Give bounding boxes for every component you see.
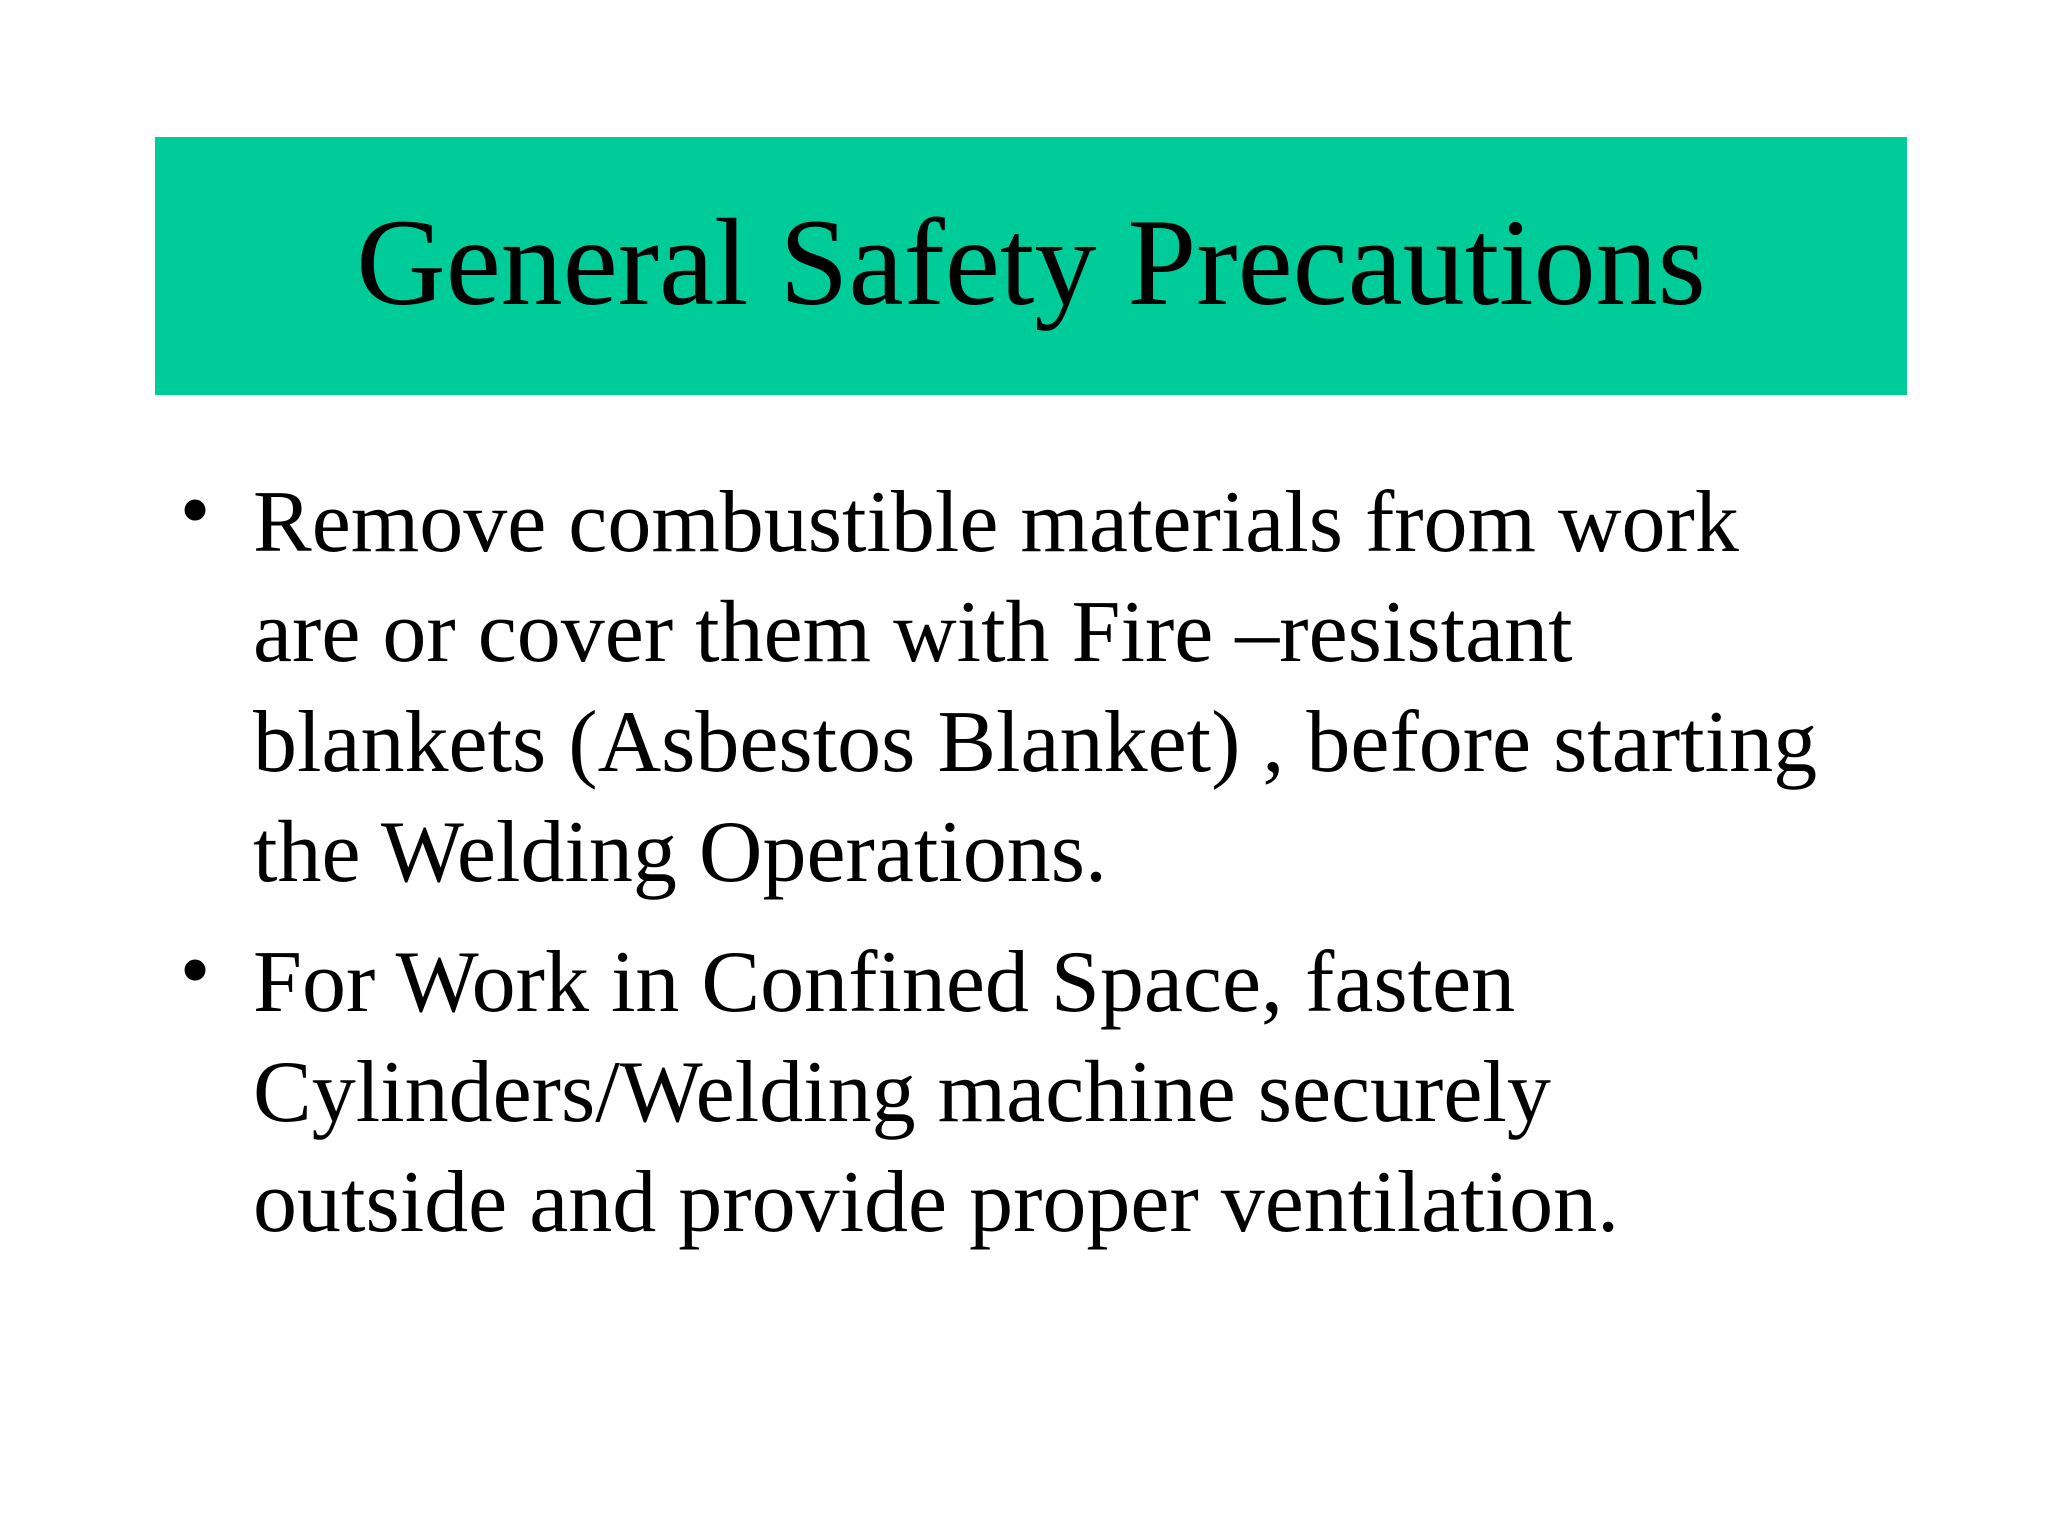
bullet-text-line: the Welding Operations.: [253, 804, 1108, 901]
slide-title: General Safety Precautions: [356, 194, 1706, 331]
bullet-text-line: blankets (Asbestos Blanket) , before starting: [253, 694, 1818, 791]
bullet-item: [0, 922, 2048, 1258]
bullet-text-line: outside and provide proper ventilation.: [253, 1154, 1620, 1251]
bullet-dot-icon: •: [179, 922, 211, 1019]
bullet-item: [0, 462, 2048, 908]
bullet-text-line: Cylinders/Welding machine securely: [253, 1044, 1551, 1141]
bullet-text-line: Remove combustible materials from work: [253, 474, 1739, 571]
title-banner: [155, 137, 1907, 395]
bullet-text-line: are or cover them with Fire –resistant: [253, 584, 1573, 681]
bullet-list: [0, 462, 2048, 1278]
bullet-dot-icon: •: [179, 462, 211, 559]
bullet-text-line: For Work in Confined Space, fasten: [253, 934, 1516, 1031]
